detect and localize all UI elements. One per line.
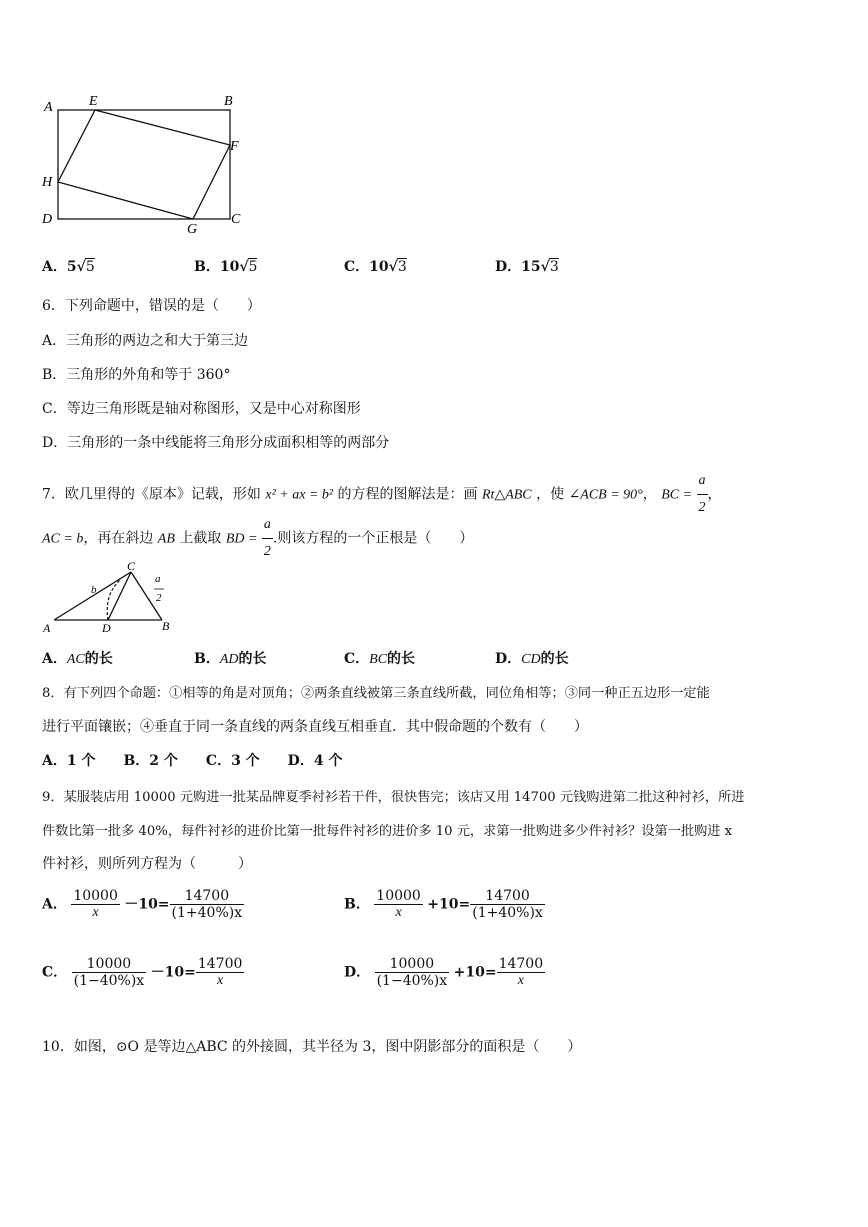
sqrt-icon: √ [388, 259, 398, 275]
q7-line2-end: .则该方程的一个正根是（ ） [272, 530, 474, 547]
q5-option-a-label: A． [42, 259, 67, 275]
sqrt-icon: √ [540, 259, 550, 275]
label-b: B [224, 94, 233, 109]
fig2-label-c: C [127, 560, 136, 573]
q6-option-d[interactable]: D．三角形的一条中线能将三角形分成面积相等的两部分 [42, 435, 390, 451]
q6-option-c[interactable]: C．等边三角形既是轴对称图形，又是中心对称图形 [42, 401, 361, 417]
fig2-label-a: A [43, 621, 51, 635]
q5-option-a-coef: 5 [66, 259, 77, 275]
q5-option-a[interactable] [42, 256, 95, 276]
q9-d-right-den: x [497, 972, 546, 989]
q9-a-right-frac [170, 888, 245, 921]
q9-c-left-frac [72, 956, 147, 989]
q7-option-d-var: CD [521, 652, 541, 667]
q5-option-c[interactable] [344, 256, 407, 276]
q7-option-a[interactable] [42, 648, 113, 668]
q5-option-b-label: B． [194, 259, 220, 275]
label-a: A [44, 100, 53, 115]
q7-option-d-tail: 的长 [540, 651, 569, 667]
q9-c-left-den: (1−40%)x [73, 973, 145, 989]
q5-option-a-rad: 5 [85, 259, 95, 275]
label-f: F [230, 139, 239, 154]
fig2-label-d: D [102, 621, 111, 635]
fig2-label-b: B [162, 619, 170, 633]
q8-line1: 8．有下列四个命题：①相等的角是对顶角；②两条直线被第三条直线所截，同位角相等；③同一种正五边形一定能 [42, 686, 710, 701]
q9-line2: 件数比第一批多 40%，每件衬衫的进价比第一批每件衬衫的进价多 10 元，求第一批购进多少件衬衫？设第一批购进 x [42, 824, 733, 839]
q7-option-a-tail: 的长 [84, 651, 113, 667]
q9-a-right-num: 14700 [184, 888, 230, 904]
q7-fraction-bd [262, 512, 273, 565]
q7-option-b-tail: 的长 [238, 651, 267, 667]
q5-option-b-coef: 10 [219, 259, 240, 275]
q9-d-left-den: (1−40%)x [376, 973, 448, 989]
q5-option-d-rad: 3 [549, 259, 559, 275]
q7-part4: ， [642, 486, 657, 503]
label-d: D [42, 212, 53, 227]
q7-option-b-label: B． [194, 651, 220, 667]
q9-a-left-frac [71, 888, 120, 921]
q9-b-left-den: x [374, 904, 423, 921]
q6-option-a[interactable]: A．三角形的两边之和大于第三边 [42, 333, 249, 349]
q7-equation: x² + ax = b² [265, 487, 334, 503]
q7-ac: AC = b [42, 531, 84, 547]
q7-option-a-label: A． [42, 651, 67, 667]
q9-option-b[interactable] [344, 888, 545, 921]
q9-b-right-num: 14700 [485, 888, 530, 904]
q7-ab: AB [157, 531, 175, 547]
q9-c-right-frac [196, 956, 245, 989]
q7-fraction-a-over-2 [697, 468, 708, 521]
label-g: G [187, 222, 198, 236]
q9-c-left-num: 10000 [86, 956, 132, 972]
q9-a-left-num: 10000 [73, 888, 118, 904]
q9-d-left-frac [375, 956, 450, 989]
q9-a-op: －10= [124, 896, 170, 913]
q7-option-c-tail: 的长 [387, 651, 416, 667]
q8-line2: 进行平面镶嵌；④垂直于同一条直线的两条直线互相垂直．其中假命题的个数有（ ） [42, 719, 588, 735]
q7-line1 [42, 468, 722, 515]
q9-option-d-label: D． [344, 964, 371, 981]
sqrt-icon: √ [76, 259, 86, 275]
q7-option-c-var: BC [369, 652, 388, 667]
q9-c-op: －10= [150, 964, 196, 981]
q9-d-op: +10= [453, 964, 497, 981]
q9-option-a[interactable] [42, 888, 244, 921]
q9-line3: 件衬衫，则所列方程为（ ） [42, 856, 252, 872]
label-h: H [42, 175, 53, 190]
q7-option-c-label: C． [344, 651, 370, 667]
q5-option-b[interactable] [194, 256, 257, 276]
q5-option-d[interactable] [495, 256, 559, 276]
q7-option-c[interactable] [344, 648, 415, 668]
q9-c-right-den: x [196, 972, 245, 989]
q5-option-d-coef: 15 [521, 259, 541, 275]
q9-b-left-num: 10000 [376, 888, 421, 904]
q8-options[interactable]: A．1 个 B．2 个 C．3 个 D．4 个 [42, 753, 343, 769]
q9-line1: 9．某服装店用 10000 元购进一批某品牌夏季衬衫若干件，很快售完；该店又用 14700 元钱购进第二批这种衬衫，所进 [42, 790, 745, 805]
q9-option-a-label: A． [42, 896, 67, 913]
q9-d-left-num: 10000 [389, 956, 435, 972]
q5-option-d-label: D． [495, 259, 522, 275]
q7-bd-den: 2 [262, 538, 273, 565]
q7-comma: ， [707, 486, 722, 503]
q5-option-b-rad: 5 [248, 259, 258, 275]
q7-bc: BC = [661, 487, 693, 503]
q5-option-c-coef: 10 [369, 259, 389, 275]
q6-option-b[interactable]: B．三角形的外角和等于 360° [42, 367, 231, 383]
parallelogram-efgh [58, 110, 230, 219]
q9-b-right-den: (1+40%)x [472, 905, 543, 921]
q5-option-c-label: C． [344, 259, 370, 275]
q7-frac-num: a [698, 473, 706, 488]
q9-b-left-frac [374, 888, 423, 921]
q7-frac-den: 2 [697, 494, 708, 521]
q9-d-right-num: 14700 [498, 956, 544, 972]
q7-part2: 的方程的图解法是：画 [337, 486, 478, 503]
q7-angle: ∠ACB = 90° [568, 487, 643, 503]
q7-part3: ，使 [536, 486, 565, 503]
q9-a-right-den: (1+40%)x [171, 905, 243, 921]
q7-bd-num: a [263, 517, 271, 532]
q7-option-b[interactable] [194, 648, 267, 668]
q9-c-right-num: 14700 [197, 956, 243, 972]
q9-d-right-frac [497, 956, 546, 989]
q7-option-d[interactable] [495, 648, 569, 668]
q7-option-b-var: AD [219, 652, 239, 667]
q9-b-right-frac [470, 888, 545, 921]
fig2-label-a-lower: a [155, 573, 161, 585]
q7-part1: 7．欧几里得的《原本》记载，形如 [42, 486, 261, 503]
rectangle-figure [38, 92, 248, 236]
q9-option-b-label: B． [344, 896, 370, 913]
q10-stem: 10．如图，⊙O 是等边△ABC 的外接圆，其半径为 3，图中阴影部分的面积是（ ） [42, 1039, 582, 1055]
q9-option-d[interactable] [344, 956, 545, 989]
q9-option-c-label: C． [42, 964, 68, 981]
q7-line2 [42, 512, 473, 565]
label-c: C [231, 212, 241, 227]
q9-option-c[interactable] [42, 956, 244, 989]
sqrt-icon: √ [239, 259, 249, 275]
q9-a-left-den: x [71, 904, 120, 921]
rectangle-abcd [58, 110, 230, 219]
q7-bd: BD = [225, 531, 258, 547]
q7-rt-triangle: Rt△ABC [482, 487, 532, 503]
label-e: E [89, 94, 98, 109]
triangle-figure [38, 560, 188, 638]
fig2-label-two: 2 [156, 592, 162, 604]
fig2-label-b-lower: b [91, 584, 97, 596]
q6-stem: 6．下列命题中，错误的是（ ） [42, 298, 261, 314]
q7-option-a-var: AC [66, 652, 85, 667]
q7-option-d-label: D． [495, 651, 522, 667]
q7-line2-a: ，再在斜边 [83, 530, 154, 547]
q9-b-op: +10= [427, 896, 471, 913]
q5-option-c-rad: 3 [397, 259, 407, 275]
q7-line2-b: 上截取 [179, 530, 222, 547]
